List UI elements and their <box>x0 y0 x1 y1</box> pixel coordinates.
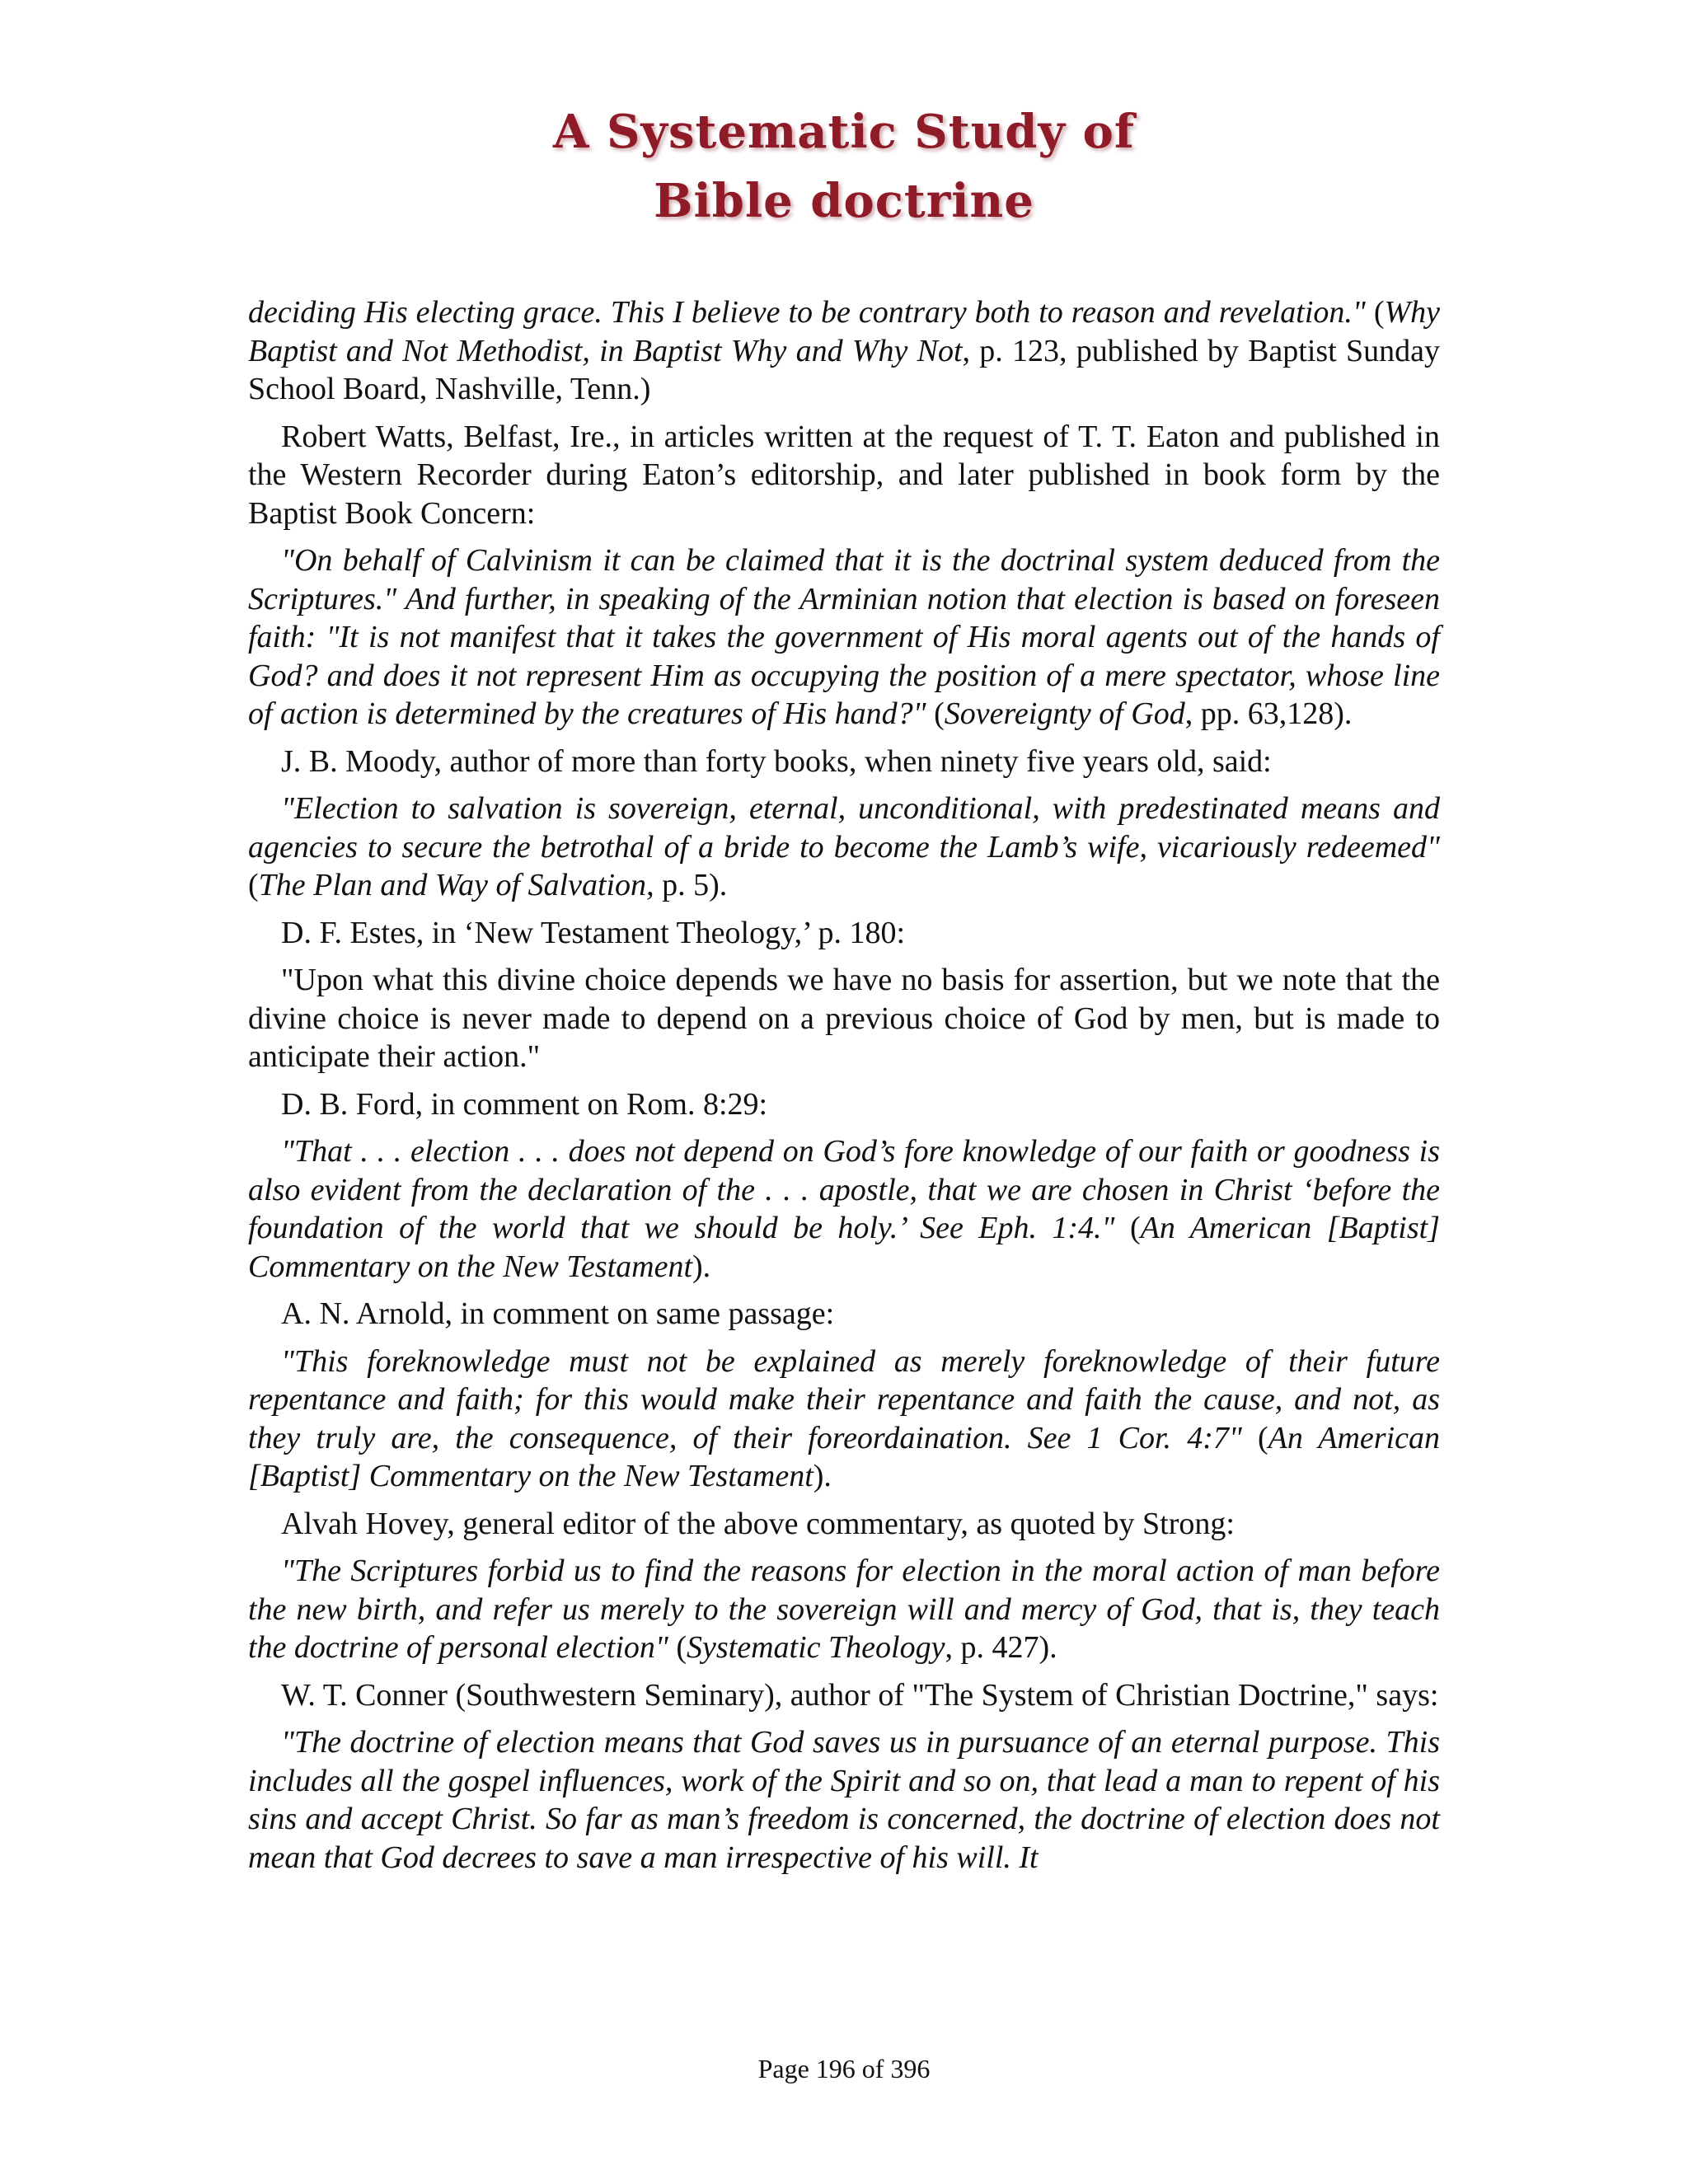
citation-details: ). <box>813 1459 832 1493</box>
paragraph <box>248 914 1440 953</box>
citation-details: , pp. 63,128). <box>1184 696 1353 731</box>
quote-continuation-text: deciding His electing grace. This I believe to be contrary both to reason and revelation." <box>248 295 1366 330</box>
citation-title: An American [Baptist] Commentary on the New Testament <box>248 1420 1441 1493</box>
citation-open: ( <box>248 868 259 902</box>
paragraph <box>248 1295 1440 1333</box>
attribution-text: J. B. Moody, author of more than forty books, when ninety five years old, said: <box>281 743 1272 779</box>
citation-open: ( <box>1365 295 1385 330</box>
header-logo <box>0 97 1688 236</box>
quote-paragraph <box>248 1723 1440 1877</box>
citation-details: , p. 427). <box>945 1630 1057 1665</box>
attribution-text: Robert Watts, Belfast, Ire., in articles written at the request of T. T. Eaton and published in the Western Recorder during Eaton’s editorship, and later published in book form by the Baptist Book Concern: <box>248 419 1440 531</box>
citation-title: The Plan and Way of Salvation <box>258 868 647 902</box>
paragraph <box>248 418 1440 533</box>
citation-title: Sovereignty of God <box>944 696 1185 731</box>
quote-text: "The doctrine of election means that God saves us in pursuance of an eternal purpose. This includes all the gospel influences, work of the Spirit and so on, that lead a man to repent of his sins and accept Christ. So far as man’s freedom is concerned, the doctrine of election does not mean that God decrees to save a man irrespective of his will. It <box>248 1725 1440 1875</box>
quote-paragraph <box>248 790 1440 905</box>
quote-paragraph <box>248 1132 1440 1286</box>
citation-title: Systematic Theology <box>687 1630 945 1665</box>
quote-paragraph <box>248 541 1440 733</box>
quote-paragraph <box>248 1552 1440 1667</box>
paragraph <box>248 743 1440 781</box>
quote-paragraph <box>248 1343 1440 1496</box>
attribution-text: W. T. Conner (Southwestern Seminary), author of "The System of Christian Doctrine," says: <box>281 1677 1439 1713</box>
citation-title: Why Baptist and Not Methodist, in Baptist Why and Why Not <box>248 295 1441 368</box>
citation-open: ( <box>668 1630 687 1665</box>
paragraph <box>248 1505 1440 1544</box>
quote-text: "This foreknowledge must not be explained as merely foreknowledge of their future repentance and faith; for this would make their repentance and faith the cause, and not, as they truly are, the consequence, of their foreordaination. See 1 Cor. 4:7" <box>248 1343 1440 1455</box>
attribution-text: D. F. Estes, in ‘New Testament Theology,’ p. 180: <box>281 915 906 950</box>
attribution-text: D. B. Ford, in comment on Rom. 8:29: <box>281 1086 768 1122</box>
citation-open: ( <box>1114 1211 1141 1245</box>
citation-title: An American [Baptist] Commentary on the New Testament <box>248 1211 1440 1284</box>
attribution-text: A. N. Arnold, in comment on same passage: <box>281 1296 835 1331</box>
citation-details: , p. 5). <box>646 868 728 902</box>
quote-text: "The Scriptures forbid us to find the reasons for election in the moral action of man before the new birth, and refer us merely to the sovereign will and mercy of God, that is, they teach the doctrine of personal election" <box>248 1554 1440 1665</box>
citation-open: ( <box>1241 1420 1268 1455</box>
attribution-text: Alvah Hovey, general editor of the above commentary, as quoted by Strong: <box>281 1506 1235 1541</box>
paragraph <box>248 293 1440 409</box>
paragraph <box>248 1676 1440 1715</box>
citation-details: ). <box>692 1249 711 1284</box>
citation-details: , p. 123, published by Baptist Sunday School Board, Nashville, Tenn.) <box>248 333 1440 406</box>
quote-text: "Upon what this divine choice depends we have no basis for assertion, but we note that the divine choice is never made to depend on a previous choice of God by men, but is made to anticipate their action." <box>248 963 1440 1074</box>
page-number: Page 196 of 396 <box>757 2054 931 2083</box>
quote-text: "Election to salvation is sovereign, eternal, unconditional, with predestinated means and agencies to secure the betrothal of a bride to become the Lamb’s wife, vicariously redeemed" <box>248 791 1440 865</box>
logo-title-line-2: Bible doctrine <box>654 174 1034 228</box>
paragraph <box>248 1085 1440 1124</box>
page-body <box>248 293 1440 1886</box>
citation-open: ( <box>926 696 945 731</box>
quote-paragraph <box>248 961 1440 1076</box>
quote-text: "That . . . election . . . does not depend on God’s fore knowledge of our faith or goodness is also evident from the declaration of the . . . apostle, that we are chosen in Christ ‘before the foundation of the world that we should be holy.’ See Eph. 1:4." <box>248 1134 1440 1245</box>
quote-text: "On behalf of Calvinism it can be claimed that it is the doctrinal system deduced from the Scriptures." And further, in speaking of the Arminian notion that election is based on foreseen faith: "It is not manifest that it takes the government of His moral agents out of the hands of God? and does it not represent Him as occupying the position of a mere spectator, whose line of action is determined by the creatures of His hand?" <box>248 543 1440 731</box>
logo-title-line-1: A Systematic Study of <box>553 105 1135 159</box>
